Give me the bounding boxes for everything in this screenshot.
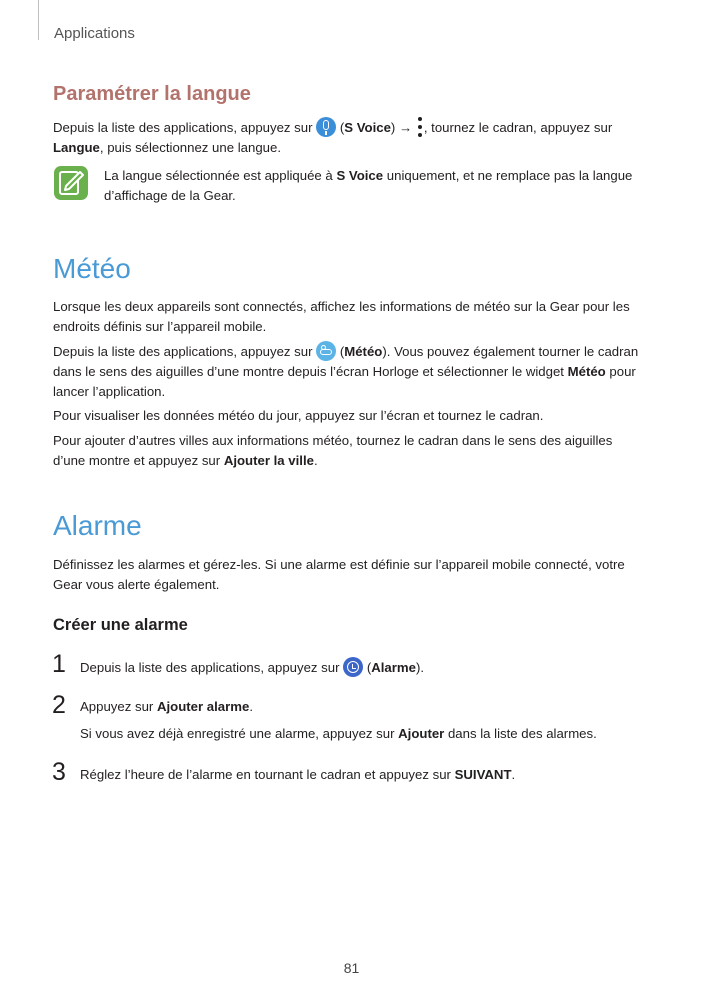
step-number: 2 — [52, 691, 66, 719]
section-header: Applications — [54, 25, 135, 42]
weather-icon — [316, 341, 336, 361]
step-number: 3 — [52, 758, 66, 786]
meteo-add-city: Pour ajouter d’autres villes aux informations météo, tournez le cadran dans le sens des aiguilles d’une montre et appuyez sur Ajouter la ville. — [53, 433, 613, 468]
alarme-heading: Alarme — [53, 510, 142, 541]
step-number: 1 — [52, 650, 66, 678]
alarme-intro: Définissez les alarmes et gérez-les. Si une alarme est définie sur l’appareil mobile connecté, votre Gear vous alerte également. — [53, 557, 625, 592]
meteo-launch: Depuis la liste des applications, appuyez sur (Météo). Vous pouvez également tourner le cadran dans le sens des aiguilles d’une montre depuis l’écran Horloge et sélectionner le widget Météo pour lancer l’application. — [53, 341, 673, 402]
s-voice-icon — [316, 117, 336, 137]
meteo-view: Pour visualiser les données météo du jour, appuyez sur l’écran et tournez le cadran. — [53, 408, 544, 423]
meteo-intro: Lorsque les deux appareils sont connectés, affichez les informations de météo sur la Gear pour les endroits définis sur l’appareil mobile. — [53, 299, 630, 334]
step-text: Réglez l’heure de l’alarme en tournant le cadran et appuyez sur SUIVANT. — [80, 767, 516, 782]
langue-note: La langue sélectionnée est appliquée à S Voice uniquement, et ne remplace pas la langue d’affichage de la Gear. — [104, 168, 633, 203]
langue-heading: Paramétrer la langue — [53, 83, 251, 105]
more-options-icon — [416, 116, 424, 138]
alarm-icon — [343, 657, 363, 677]
step-text: Depuis la liste des applications, appuyez sur (Alarme). — [80, 657, 660, 678]
meteo-heading: Météo — [53, 253, 131, 284]
note-icon — [54, 166, 88, 200]
langue-paragraph: Depuis la liste des applications, appuyez sur (S Voice) → , tournez le cadran, appuyez sur Langue, puis sélectionnez une langue. — [53, 116, 653, 158]
page-number: 81 — [343, 960, 360, 976]
step-subtext: Si vous avez déjà enregistré une alarme, appuyez sur Ajouter dans la liste des alarmes. — [80, 726, 597, 741]
create-alarm-heading: Créer une alarme — [53, 616, 188, 634]
step-text: Appuyez sur Ajouter alarme. — [80, 699, 253, 714]
header-divider — [38, 0, 39, 40]
